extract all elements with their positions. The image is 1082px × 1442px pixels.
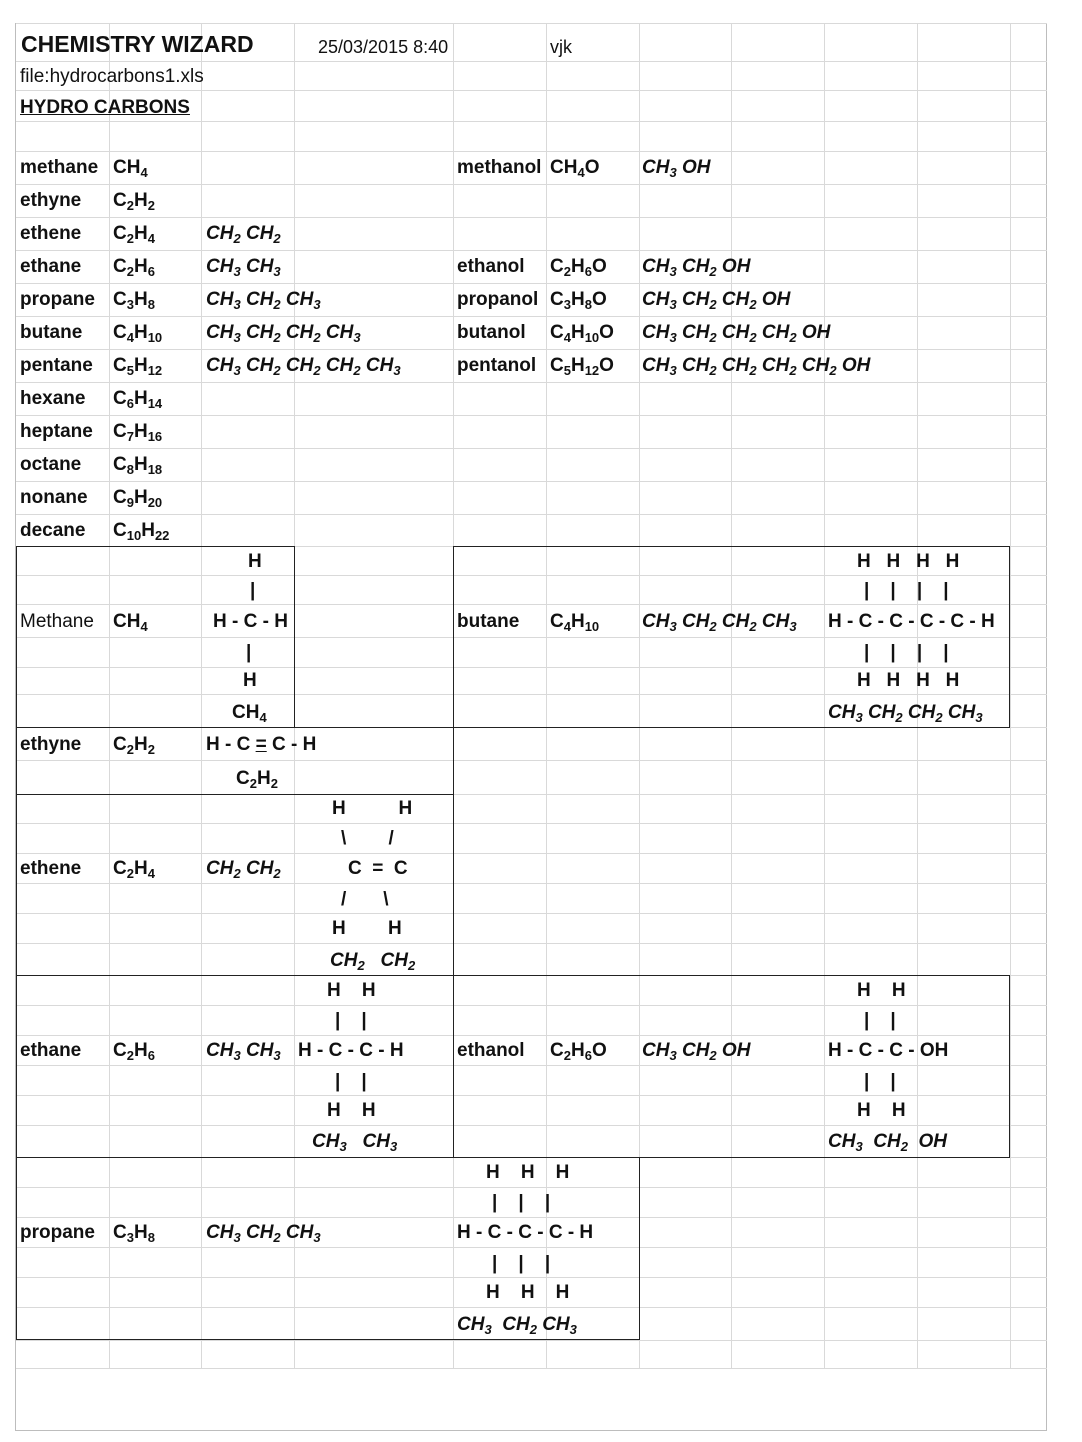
propane-structure-line: H H H [486,1162,570,1183]
alkane-name: ethene [20,223,82,244]
alkane-name: heptane [20,421,93,442]
ethane-structure-line: | | [335,1071,367,1092]
methane-formula: $CH_4$ [113,611,148,634]
ethanol-name: ethanol [457,1040,525,1061]
ethane-structure-line: H - C - C - H [298,1040,404,1061]
butane-name: butane [457,611,520,632]
butane-structure-line: | | | | [864,642,949,663]
ethane-caption: $CH_3$ $CH_3$ [312,1131,398,1154]
ethene-structure-line: H H [332,798,413,819]
alkane-name: pentane [20,355,93,376]
alcohol-name: ethanol [457,256,525,277]
ethane-formula: $C_2H_6$ [113,1040,155,1063]
alcohol-formula: $C_3H_8O$ [550,289,607,312]
propane-structure-line: | | | [492,1192,551,1213]
propane-condensed: $CH_3$ $CH_2$ $CH_3$ [206,1222,321,1245]
alkane-name: octane [20,454,82,475]
alcohol-name: pentanol [457,355,537,376]
ethene-structure-line: \ / [341,828,394,849]
alkane-name: ethane [20,256,82,277]
ethane-name: ethane [20,1040,82,1061]
ethene-formula: $C_2H_4$ [113,858,155,881]
alkane-formula: $C_2H_6$ [113,256,155,279]
butane-condensed: $CH_3$ $CH_2$ $CH_2$ $CH_3$ [642,611,797,634]
butane-structure-line: H - C - C - C - C - H [828,611,995,632]
propane-formula: $C_3H_8$ [113,1222,155,1245]
ethyne-name: ethyne [20,734,82,755]
alkane-formula: $C_8H_{18}$ [113,454,163,477]
ethane-structure-line: | | [335,1010,367,1031]
alkane-name: butane [20,322,83,343]
alkane-condensed: $CH_3$ $CH_2$ $CH_2$ $CH_3$ [206,322,361,345]
ethene-structure-line: / \ [341,889,389,910]
alkane-formula: $C_4H_{10}$ [113,322,163,345]
ethane-structure-line: H H [327,1100,376,1121]
alcohol-condensed: $CH_3$ $CH_2$ $CH_2$ OH [642,289,791,312]
ethane-structure-line: H H [327,980,376,1001]
alkane-name: ethyne [20,190,82,211]
ethanol-structure-line: H H [857,1100,906,1121]
alkane-formula: $C_2H_2$ [113,190,155,213]
file-name: file:hydrocarbons1.xls [20,66,204,87]
ethanol-formula: $C_2H_6O$ [550,1040,607,1063]
ethyne-structure: H - C = C - H [206,734,317,755]
ethanol-structure-line: | | [864,1010,896,1031]
ethene-caption: $CH_2$ $CH_2$ [330,950,416,973]
methane-structure-line: H - C - H [213,611,288,632]
propane-structure-line: H - C - C - C - H [457,1222,594,1243]
alcohol-formula: $C_2H_6O$ [550,256,607,279]
propane-structure-line: | | | [492,1253,551,1274]
ethanol-condensed: $CH_3$ $CH_2$ OH [642,1040,751,1063]
alcohol-condensed: $CH_3$ $CH_2$ $CH_2$ $CH_2$ OH [642,322,831,345]
butane-structure-line: | | | | [864,580,949,601]
ethene-name: ethene [20,858,82,879]
ethene-condensed: $CH_2$ $CH_2$ [206,858,281,881]
propane-structure-line: H H H [486,1282,570,1303]
methane-structure-line: | [246,642,252,663]
ethyne-caption: $C_2H_2$ [236,768,278,791]
methane-structure-line: H [243,670,257,691]
ethanol-caption: $CH_3$ $CH_2$ OH [828,1131,947,1154]
alcohol-name: propanol [457,289,539,310]
section-heading: HYDRO CARBONS [20,97,190,118]
ethanol-structure-line: H H [857,980,906,1001]
alkane-name: hexane [20,388,86,409]
methane-caption: $CH_4$ [232,702,267,725]
alkane-condensed: $CH_3$ $CH_3$ [206,256,281,279]
ethanol-structure-line: | | [864,1071,896,1092]
ethyne-formula: $C_2H_2$ [113,734,155,757]
alkane-condensed: $CH_3$ $CH_2$ $CH_3$ [206,289,321,312]
alcohol-condensed: $CH_3$ $CH_2$ $CH_2$ $CH_2$ $CH_2$ OH [642,355,871,378]
alkane-formula: $C_6H_{14}$ [113,388,163,411]
alcohol-name: butanol [457,322,526,343]
alkane-condensed: $CH_3$ $CH_2$ $CH_2$ $CH_2$ $CH_3$ [206,355,401,378]
butane-structure-line: H H H H [857,551,960,572]
author: vjk [550,37,572,57]
alkane-formula: $C_9H_{20}$ [113,487,163,510]
butane-caption: $CH_3$ $CH_2$ $CH_2$ $CH_3$ [828,702,983,725]
butane-formula: $C_4H_{10}$ [550,611,600,634]
alcohol-formula: $C_4H_{10}O$ [550,322,614,345]
methane-structure-line: | [250,580,256,601]
alkane-formula: $C_3H_8$ [113,289,155,312]
ethane-condensed: $CH_3$ $CH_3$ [206,1040,281,1063]
alkane-name: methane [20,157,99,178]
methane-name: Methane [20,611,94,632]
alkane-formula: $C_{10}H_{22}$ [113,520,170,543]
alcohol-formula: $C_5H_{12}O$ [550,355,614,378]
alcohol-name: methanol [457,157,542,178]
alkane-name: decane [20,520,86,541]
alcohol-formula: $CH_4O$ [550,157,600,180]
ethene-structure-line: H H [332,918,402,939]
alkane-formula: $C_2H_4$ [113,223,155,246]
alcohol-condensed: $CH_3$ $CH_2$ OH [642,256,751,279]
alkane-name: nonane [20,487,88,508]
alkane-formula: $C_5H_{12}$ [113,355,163,378]
alkane-condensed: $CH_2$ $CH_2$ [206,223,281,246]
methane-structure-line: H [248,551,262,572]
datetime: 25/03/2015 8:40 [318,37,449,57]
butane-structure-line: H H H H [857,670,960,691]
propane-caption: $CH_3$ $CH_2$ $CH_3$ [457,1314,577,1337]
alkane-name: propane [20,289,95,310]
app-title: CHEMISTRY WIZARD [21,31,254,57]
ethene-structure-line: C = C [348,858,408,879]
spreadsheet-frame [15,23,1047,1431]
alcohol-condensed: $CH_3$ OH [642,157,711,180]
alkane-formula: $C_7H_{16}$ [113,421,163,444]
alkane-formula: $CH_4$ [113,157,148,180]
ethanol-structure-line: H - C - C - OH [828,1040,949,1061]
propane-name: propane [20,1222,95,1243]
